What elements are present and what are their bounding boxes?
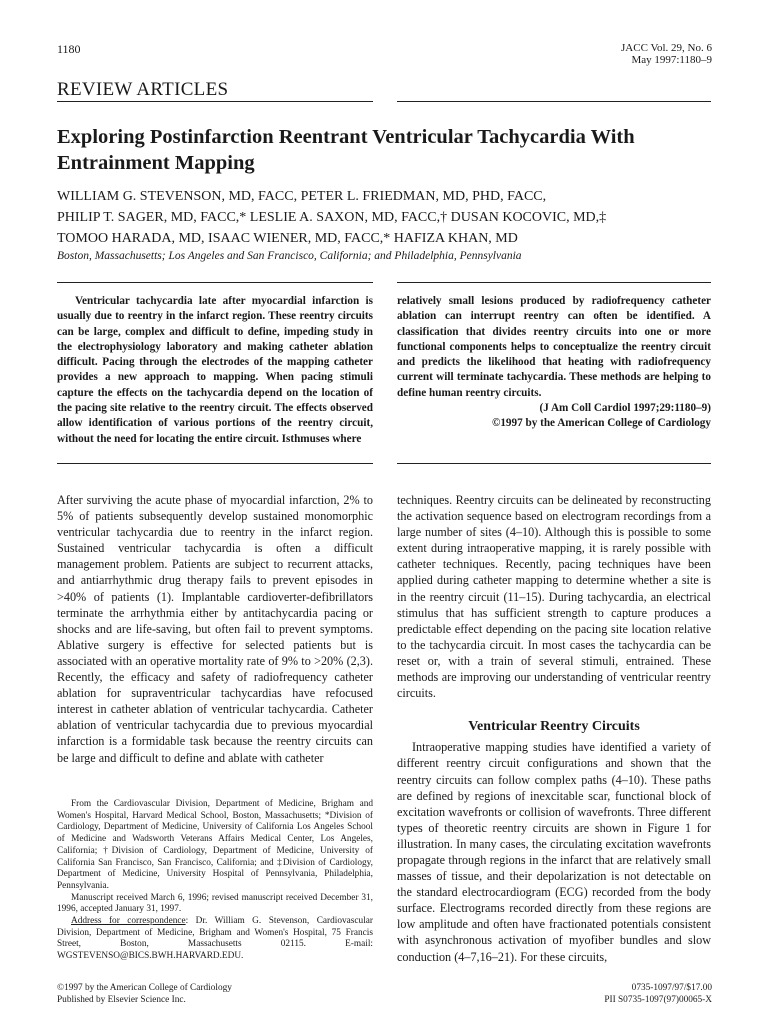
section-rule-right: [397, 101, 711, 102]
authors-line-3: TOMOO HARADA, MD, ISAAC WIENER, MD, FACC,* HAFIZA KHAN, MD: [57, 231, 518, 246]
subsection-heading: Ventricular Reentry Circuits: [468, 719, 640, 735]
body-right-column: [397, 492, 711, 965]
footer-publisher: [57, 983, 387, 1006]
page-number: 1180: [57, 42, 81, 56]
affiliations: Boston, Massachusetts; Los Angeles and San Francisco, California; and Philadelphia, Pennsylvania: [57, 250, 522, 262]
section-rule-left: [57, 101, 373, 102]
abstract-rule-top-right: [397, 282, 711, 283]
abstract-right-column: [397, 294, 711, 432]
abstract-left-column: [57, 294, 373, 447]
footnote-correspondence: [57, 916, 373, 963]
abstract-citation: (J Am Coll Cardiol 1997;29:1180–9): [539, 402, 711, 415]
body-paragraph-intro: After surviving the acute phase of myocardial infarction, 2% to 5% of patients subsequently develop sustained monomorphic ventricular tachycardia due to reentry in the infarct region. Sustained ventricular tachycardia is often a difficult management problem. Patients are subject to recurrent attacks, and antiarrhythmic drug therapy fails to prevent episodes in >40% of patients (1). Implantable cardioverter-defibrillators terminate the arrhythmia either by antitachycardia pacing or shocks and are life-saving, but often fail to prevent symptoms. Ablative surgery is effective for selected patients but is associated with an operative mortality rate of 9% to >20% (2,3). Recently, the efficacy and safety of radiofrequency catheter ablation for supraventricular tachycardias have refocused interest in catheter ablation of ventricular tachycardia. Catheter ablation of ventricular tachycardia due to previous myocardial infarction is a formidable task because the reentry circuits can be large and difficult to define and ablate with catheter: [57, 493, 373, 765]
journal-citation: [621, 42, 712, 66]
footnotes: [57, 799, 373, 963]
journal-date-pages: May 1997:1180–9: [631, 54, 712, 66]
footer-issn: 0735-1097/97/$17.00: [631, 983, 712, 993]
section-heading: REVIEW ARTICLES: [57, 79, 229, 100]
footer-publisher-name: Published by Elsevier Science Inc.: [57, 994, 186, 1005]
article-title: Exploring Postinfarction Reentrant Ventricular Tachycardia With Entrainment Mapping: [57, 126, 635, 174]
body-left-column: [57, 492, 373, 766]
abstract-text-left: Ventricular tachycardia late after myocardial infarction is usually due to reentry in the infarct region. These reentry circuits can be large, complex and difficult to define, impeding study in the electrophysiology laboratory and making catheter ablation difficult. Pacing through the electrodes of the mapping catheter provides a new approach to mapping. When pacing stimuli capture the effects on the tachycardia depend on the location of the pacing site relative to the reentry circuit. The effects observed allow identification of various portions of the reentry circuit, without the need for locating the entire circuit. Isthmuses where: [57, 295, 373, 445]
abstract-rule-bottom-right: [397, 463, 711, 464]
footer-pii: PII S0735-1097(97)00065-X: [604, 994, 712, 1005]
footnote-affiliations: From the Cardiovascular Division, Department of Medicine, Brigham and Women's Hospital, Harvard Medical School, Boston, Massachusetts; *Division of Cardiology, Department of Medicine, University of California Los Angeles School of Medicine and Wadsworth Veterans Affairs Medical Center, Los Angeles, California; †Division of Cardiology, Department of Medicine, University of California San Francisco, San Francisco, California; and ‡Division of Cardiology, Department of Medicine, University Hospital of Pennsylvania, Philadelphia, Pennsylvania.: [57, 799, 373, 891]
correspondence-label: Address for correspondence: [71, 916, 186, 927]
authors-line-1: WILLIAM G. STEVENSON, MD, FACC, PETER L. FRIEDMAN, MD, PHD, FACC,: [57, 189, 547, 204]
body-paragraph-reentry: Intraoperative mapping studies have identified a variety of different reentry circuit configurations and shown that the reentry circuits can follow complex paths (4–10). These paths are defined by regions of inexcitable scar, functional block of excitation wavefronts or collision of wavefronts. Three different types of theoretic reentry circuits are shown in Figure 1 for illustration. In many cases, the circulating excitation wavefronts propagate through regions in the infarct that are relatively small masses of tissue, and their depolarization is not detectable on the standard electrocardiogram (ECG) recorded from the body surface. Electrograms recorded directly from these regions are low amplitude and often have fractionated potentials consistent with asynchronous activation of myofiber bundles and slow conduction (4–7,16–21). For these circuits,: [397, 740, 711, 964]
footer-copyright: ©1997 by the American College of Cardiology: [57, 983, 232, 993]
abstract-copyright: ©1997 by the American College of Cardiology: [491, 417, 711, 430]
abstract-text-right: relatively small lesions produced by radiofrequency catheter ablation can interrupt reentry can often be identified. A classification that divides reentry circuits into one or more functional components helps to conceptualize the reentry circuit and predicts the likelihood that heating with radiofrequency current will terminate tachycardia. These methods are helping to define human reentry circuits.: [397, 295, 711, 399]
footnote-received: Manuscript received March 6, 1996; revised manuscript received December 31, 1996, accepted January 31, 1997.: [57, 892, 373, 915]
abstract-rule-top-left: [57, 282, 373, 283]
body-paragraph-techniques: techniques. Reentry circuits can be delineated by reconstructing the activation sequence based on electrogram recordings from a large number of sites (4–10). Although this is possible to some extent during intraoperative mapping, it is rarely possible with catheter techniques. Recently, pacing techniques have been applied during catheter mapping to determine whether a site is in the reentry circuit (11–15). During tachycardia, an electrical stimulus that has sufficient strength to capture produces a predictable effect depending on the pacing site location relative to the tachycardia circuit. In most cases the tachycardia can be reset or, with a train of several stimuli, entrained. These methods are improving our understanding of ventricular reentry circuits.: [397, 493, 711, 701]
author-list: [57, 186, 717, 249]
correspondence-text: : Dr. William G. Stevenson, Cardiovascular Division, Department of Medicine, Brigham and Women's Hospital, 75 Francis Street, Boston, Massachusetts 02115. E-mail: WGSTEVENSO@BICS.BWH.HARVARD.EDU.: [57, 916, 373, 962]
authors-line-2: PHILIP T. SAGER, MD, FACC,* LESLIE A. SAXON, MD, FACC,† DUSAN KOCOVIC, MD,‡: [57, 210, 607, 225]
abstract-rule-bottom-left: [57, 463, 373, 464]
journal-volume: JACC Vol. 29, No. 6: [621, 42, 712, 54]
footer-identifiers: [604, 983, 712, 1006]
